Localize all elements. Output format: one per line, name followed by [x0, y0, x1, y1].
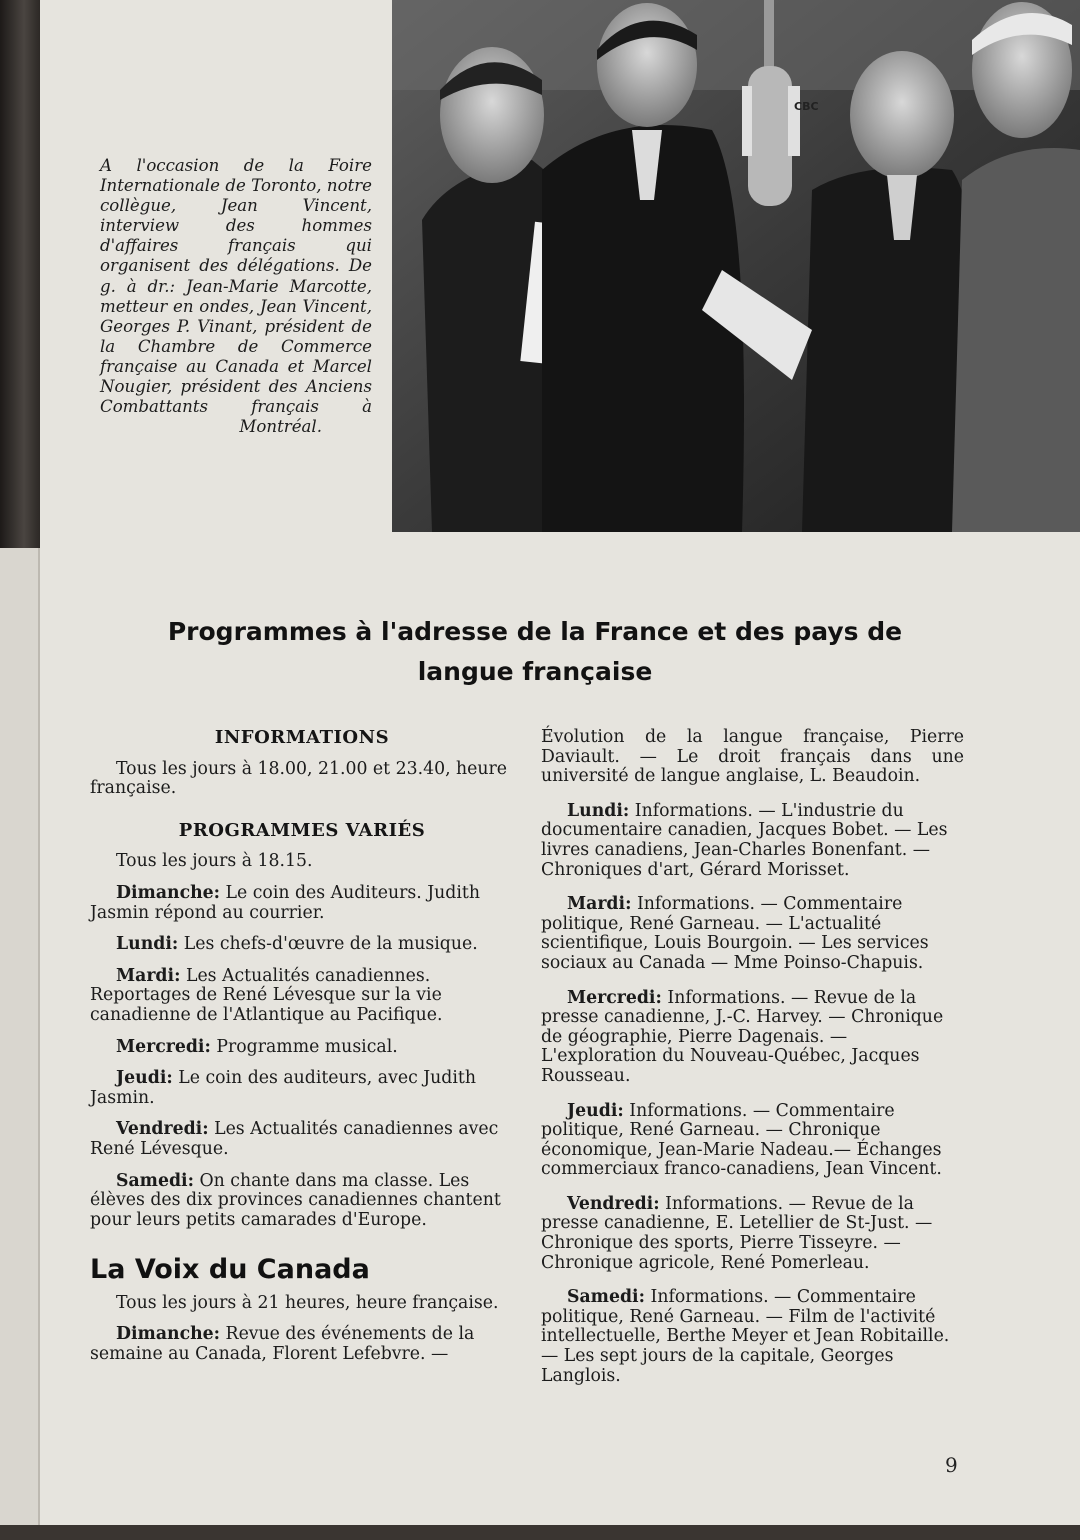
- varies-vendredi: [90, 1120, 514, 1159]
- day-text: Informations. — Commentaire politique, René Garneau. — Film de l'activité intellectuelle, Berthe Meyer et Jean Robitaille. — Les sept jours de la capitale, Georges Langlois.: [541, 1287, 950, 1386]
- day-text: Les Actualités canadiennes avec René Lévesque.: [90, 1119, 499, 1159]
- day-text: Informations. — Commentaire politique, René Garneau. — L'actualité scientifique, Louis Bourgoin. — Les services sociaux au Canada — Mme Poinso-Chapuis.: [541, 894, 929, 973]
- voix-intro: Tous les jours à 21 heures, heure française.: [116, 1292, 499, 1313]
- day-label: Dimanche:: [116, 1324, 221, 1345]
- voix-samedi: [541, 1288, 964, 1386]
- photo-illustration: [392, 0, 1080, 532]
- varies-samedi: [90, 1172, 514, 1231]
- day-text: Les Actualités canadiennes. Reportages de René Lévesque sur la vie canadienne de l'Atlantique au Pacifique.: [90, 965, 443, 1025]
- photo-caption: [100, 156, 372, 437]
- day-label: Vendredi:: [116, 1119, 209, 1140]
- day-label: Mercredi:: [116, 1036, 211, 1057]
- varies-lundi: [90, 935, 514, 955]
- day-text: Informations. — Revue de la presse canadienne, E. Letellier de St-Just. — Chronique des sports, Pierre Tisseyre. — Chronique agricole, René Pomerleau.: [541, 1193, 933, 1273]
- caption-text: A l'occasion de la Foire Internationale de Toronto, notre collègue, Jean Vincent, interview des hommes d'affaires français qui organisent des délégations. De g. à dr.: Jean-Marie Marcotte, metteur en ondes, Jean Vincent, Georges P. Vinant, président de la Chambre de Commerce française au Canada et Marcel Nougier, président des Anciens Combattants français à: [100, 156, 372, 417]
- day-text: Informations. — Revue de la presse canadienne, J.-C. Harvey. — Chronique de géographie, Pierre Dagenais. — L'exploration du Nouveau-Québec, Jacques Rousseau.: [541, 987, 944, 1086]
- day-label: Mardi:: [116, 965, 181, 986]
- voix-dimanche: [90, 1325, 514, 1364]
- varies-heading: PROGRAMMES VARIÉS: [178, 819, 426, 841]
- voix-mercredi: [541, 989, 964, 1087]
- day-text: Le coin des auditeurs, avec Judith Jasmin.: [90, 1068, 476, 1108]
- voix-jeudi: [541, 1102, 964, 1180]
- page-title: Programmes à l'adresse de la France et des pays de langue française: [167, 617, 903, 686]
- voix-heading: La Voix du Canada: [90, 1254, 370, 1286]
- informations-heading: INFORMATIONS: [214, 727, 390, 748]
- day-text: Programme musical.: [210, 1036, 398, 1057]
- varies-jeudi: [90, 1069, 514, 1108]
- caption-text-end: Montréal.: [239, 417, 322, 437]
- day-label: Lundi:: [116, 934, 179, 955]
- interview-photo: [392, 0, 1080, 532]
- varies-dimanche: [90, 884, 514, 923]
- left-column: [90, 728, 514, 1377]
- day-label: Jeudi:: [116, 1068, 173, 1089]
- varies-mercredi: [90, 1038, 514, 1058]
- day-label: Dimanche:: [116, 882, 221, 903]
- day-text: Informations. — Commentaire politique, René Garneau. — Chronique économique, Jean-Marie Nadeau.— Échanges commerciaux franco-canadiens, Jean Vincent.: [541, 1100, 942, 1180]
- day-text: Informations. — L'industrie du documentaire canadien, Jacques Bobet. — Les livres canadiens, Jean-Charles Bonenfant. — Chroniques d'art, Gérard Morisset.: [541, 800, 948, 880]
- varies-intro: Tous les jours à 18.15.: [116, 851, 313, 872]
- day-text: Les chefs-d'œuvre de la musique.: [178, 934, 478, 955]
- day-label: Mercredi:: [567, 987, 662, 1008]
- day-label: Mardi:: [567, 894, 632, 915]
- voix-lundi: [541, 802, 964, 880]
- day-text: Le coin des Auditeurs. Judith Jasmin répond au courrier.: [90, 882, 480, 923]
- day-label: Samedi:: [567, 1287, 645, 1308]
- left-page-edge: [0, 0, 40, 548]
- day-label: Vendredi:: [567, 1193, 660, 1214]
- informations-text: Tous les jours à 18.00, 21.00 et 23.40, heure française.: [90, 758, 508, 799]
- day-label: Samedi:: [116, 1170, 194, 1191]
- left-page-margin: [0, 548, 40, 1540]
- right-column: [541, 728, 964, 1401]
- voix-vendredi: [541, 1195, 964, 1273]
- varies-mardi: [90, 967, 514, 1026]
- svg-text:CBC: CBC: [794, 100, 819, 113]
- day-text: Revue des événements de la semaine au Canada, Florent Lefebvre. —: [90, 1324, 475, 1365]
- voix-dimanche-continued: Évolution de la langue française, Pierre Daviault. — Le droit français dans une université de langue anglaise, L. Beaudoin.: [541, 727, 964, 787]
- day-label: Lundi:: [567, 800, 630, 821]
- bottom-edge: [0, 1525, 1080, 1540]
- day-label: Jeudi:: [567, 1100, 624, 1121]
- page-number: 9: [945, 1453, 958, 1477]
- voix-mardi: [541, 895, 964, 973]
- day-text: On chante dans ma classe. Les élèves des dix provinces canadiennes chantent pour leurs petits camarades d'Europe.: [90, 1170, 501, 1230]
